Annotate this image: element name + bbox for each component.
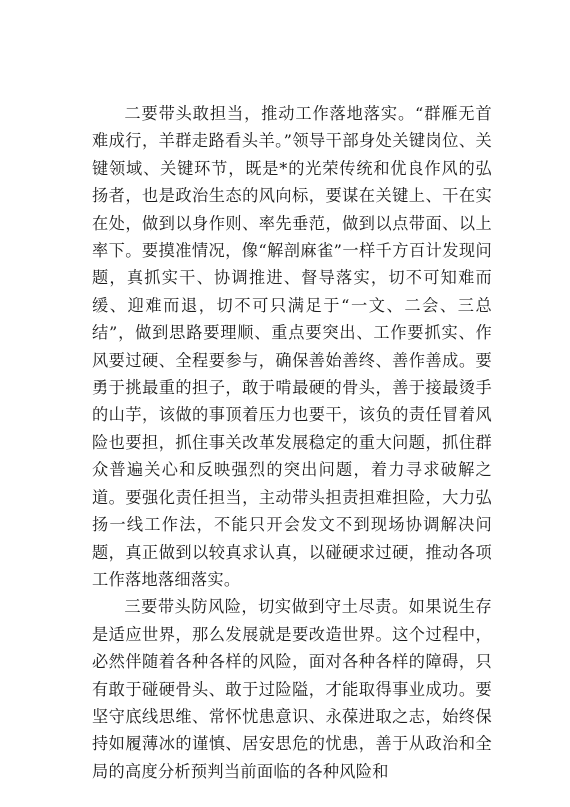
paragraph-prevent-risks: 三要带头防风险，切实做到守土尽责。如果说生存是适应世界，那么发展就是要改造世界。这个过程中，必然伴随着各种各样的风险，面对各种各样的障碍，只有敢于碰硬骨头、敢于过险隘，才能取得事业成功。要坚守底线思维、常怀忧患意识、永葆进取之志，始终保持如履薄冰的谨慎、居安思危的忧患，善于从政治和全局的高度分析预判当前面临的各种风险和	[92, 597, 492, 781]
document-body	[92, 100, 492, 785]
paragraph-take-responsibility: 二要带头敢担当，推动工作落地落实。“群雁无首难成行，羊群走路看头羊。”领导干部身处关键岗位、关键领域、关键环节，既是*的光荣传统和优良作风的弘扬者，也是政治生态的风向标，要谋在关键上、干在实在处，做到以身作则、率先垂范，做到以点带面、以上率下。要摸准情况，像“解剖麻雀”一样千方百计发现问题，真抓实干、协调推进、督导落实，切不可知难而缓、迎难而退，切不可只满足于“一文、二会、三总结”，做到思路要理顺、重点要突出、工作要抓实、作风要过硬、全程要参与，确保善始善终、善作善成。要勇于挑最重的担子，敢于啃最硬的骨头，善于接最烫手的山芋，该做的事顶着压力也要干，该负的责任冒着风险也要担，抓住事关改革发展稳定的重大问题，抓住群众普遍关心和反映强烈的突出问题，着力寻求破解之道。要强化责任担当，主动带头担责担难担险，大力弘扬一线工作法，不能只开会发文不到现场协调解决问题，真正做到以较真求认真，以碰硬求过硬，推动各项工作落地落细落实。	[92, 104, 492, 589]
